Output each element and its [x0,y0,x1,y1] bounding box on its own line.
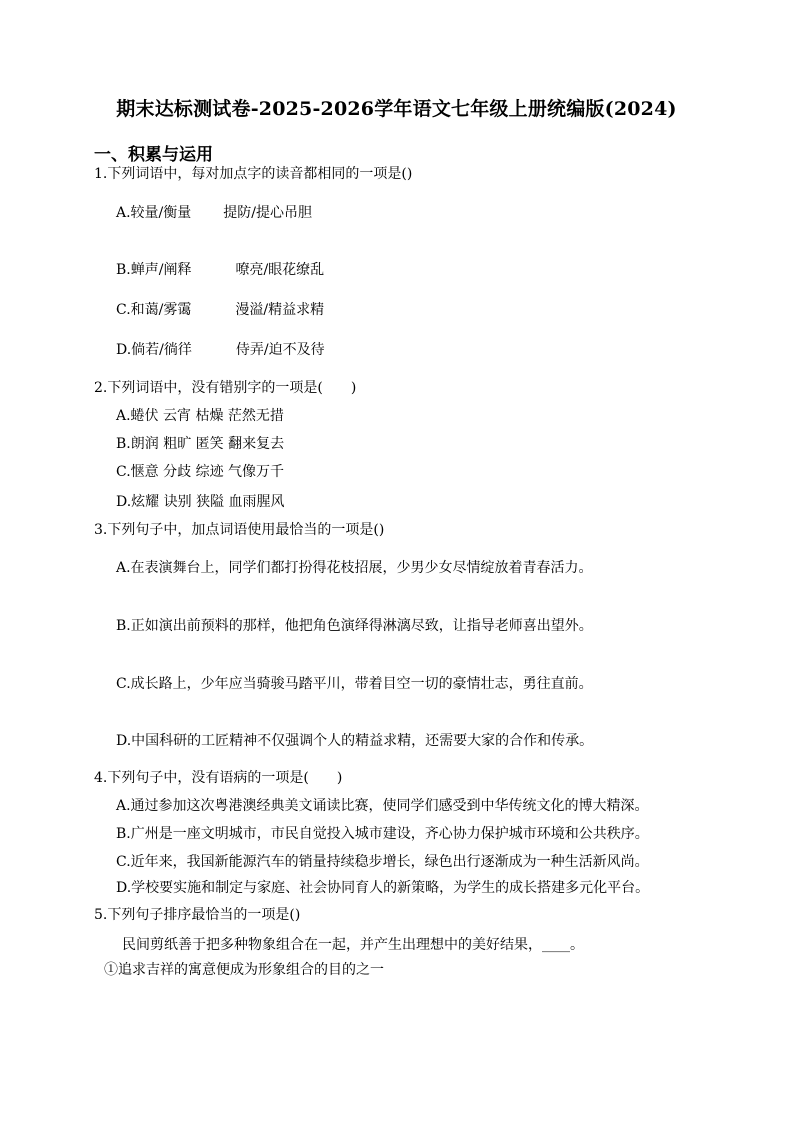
question-1-stem: 1.下列词语中，每对加点字的读音都相同的一项是() [94,166,413,182]
option-c-left: C.和蔼/雾霭 [116,302,192,318]
option-d-left: D.倘若/徜徉 [116,342,192,358]
question-2-stem: 2.下列词语中，没有错别字的一项是( ) [94,380,357,396]
question-2-option-b: B.朗润 粗旷 匿笑 翻来复去 [116,436,285,452]
question-5-stem: 5.下列句子排序最恰当的一项是() [94,907,301,923]
question-1-option-d [116,340,325,360]
question-4-option-c: C.近年来，我国新能源汽车的销量持续稳步增长，绿色出行逐渐成为一种生活新风尚。 [116,854,649,870]
option-d-right: 侍弄/迫不及待 [235,342,325,358]
section-heading: 一、积累与运用 [94,145,213,165]
question-3-option-a: A.在表演舞台上，同学们都打扮得花枝招展，少男少女尽情绽放着青春活力。 [116,560,593,576]
option-c-right: 漫溢/精益求精 [235,302,325,318]
question-2-option-c: C.惬意 分歧 综迹 气像万千 [116,464,285,480]
option-a-right: 提防/提心吊胆 [223,205,312,221]
question-3-option-c: C.成长路上，少年应当骑骏马踏平川，带着目空一切的豪情壮志，勇往直前。 [116,676,593,692]
question-5-passage: 民间剪纸善于把多种物象组合在一起，并产生出理想中的美好结果，____。 [122,937,584,953]
question-4-option-b: B.广州是一座文明城市，市民自觉投入城市建设，齐心协力保护城市环境和公共秩序。 [116,826,649,842]
question-4-stem: 4.下列句子中，没有语病的一项是( ) [94,770,343,786]
question-1-option-a [116,203,312,223]
option-a-left: A.较量/衡量 [116,205,192,221]
option-b-left: B.蝉声/阐释 [116,262,192,278]
question-3-option-d: D.中国科研的工匠精神不仅强调个人的精益求精，还需要大家的合作和传承。 [116,733,594,749]
question-2-option-d: D.炫耀 诀别 狭隘 血雨腥风 [116,494,285,510]
question-2-option-a: A.蜷伏 云宵 枯燥 茫然无措 [116,408,284,424]
document-title: 期末达标测试卷-2025-2026学年语文七年级上册统编版(2024) [116,98,677,120]
option-b-right: 嘹亮/眼花缭乱 [235,262,325,278]
question-1-option-b [116,260,324,280]
question-3-stem: 3.下列句子中，加点词语使用最恰当的一项是() [94,522,385,538]
question-1-option-c [116,300,324,320]
question-5-item-1: ①追求吉祥的寓意便成为形象组合的目的之一 [104,962,384,978]
question-3-option-b: B.正如演出前预料的那样，他把角色演绎得淋漓尽致，让指导老师喜出望外。 [116,618,593,634]
question-4-option-d: D.学校要实施和制定与家庭、社会协同育人的新策略，为学生的成长搭建多元化平台。 [116,880,650,896]
question-4-option-a: A.通过参加这次粤港澳经典美文诵读比赛，使同学们感受到中华传统文化的博大精深。 [116,798,649,814]
